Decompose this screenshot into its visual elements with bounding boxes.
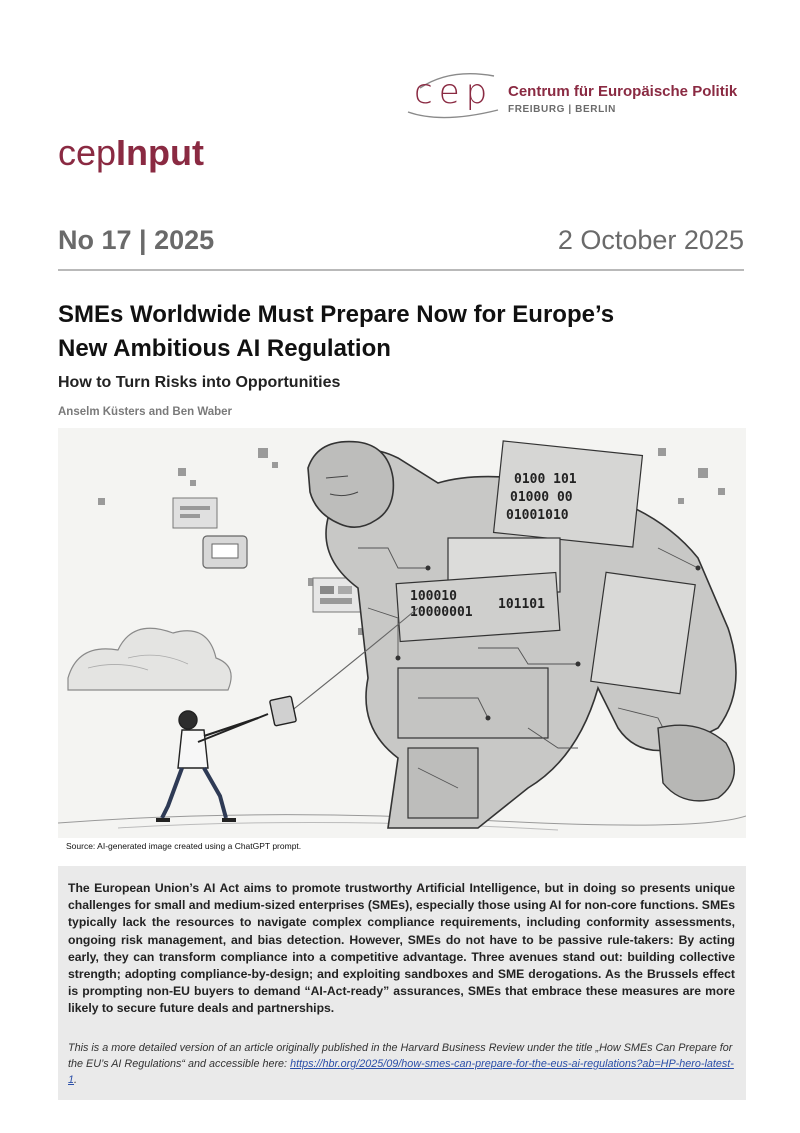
title-line-2: New Ambitious AI Regulation (58, 335, 391, 362)
article-title (58, 298, 748, 366)
hbr-article-link[interactable]: https://hbr.org/2025/09/how-smes-can-prepare-for-the-eus-ai-regulations?ab=HP-hero-latest-1 (68, 1058, 734, 1086)
binary-row-2: 01000 00 (510, 490, 573, 505)
cover-illustration (58, 428, 746, 838)
robot-giant-and-person-with-tablet-illustration (58, 428, 746, 838)
binary-row-6: 101101 (498, 597, 545, 612)
binary-row-4: 100010 (410, 589, 457, 604)
note-end: . (74, 1074, 78, 1086)
series-prefix: cep (58, 132, 117, 173)
cep-logo (402, 66, 747, 122)
org-cities: FREIBURG | BERLIN (508, 104, 616, 115)
header-divider (58, 269, 744, 271)
org-name: Centrum für Europäische Politik (508, 83, 738, 100)
binary-row-1: 0100 101 (514, 472, 577, 487)
binary-row-5: 10000001 (410, 605, 473, 620)
issue-number: No 17 | 2025 (58, 225, 215, 255)
title-line-1: SMEs Worldwide Must Prepare Now for Europe’s (58, 301, 615, 328)
abstract-box (58, 866, 746, 1100)
binary-row-3: 01001010 (506, 508, 569, 523)
publication-date: 2 October 2025 (557, 225, 744, 255)
abstract-text: The European Union’s AI Act aims to promote trustworthy Artificial Intelligence, but in doing so presents unique challenges for small and medium-sized enterprises (SMEs), especially those using AI for non-core functions. SMEs typically lack the resources to navigate complex compliance requirements, including conformity assessments, ongoing risk management, and bias detection. However, SMEs do not have to be passive rule-takers: By acting early, they can transform compliance into a competitive advantage. Three avenues stand out: building collective strength; adopting compliance-by-design; and exploiting sandboxes and SME derogations. As the Brussels effect is prompting non-EU buyers to demand “AI-Act-ready” assurances, SMEs that embrace these measures are more likely to secure future deals and partnerships. (68, 881, 735, 1016)
article-subtitle: How to Turn Risks into Opportunities (58, 374, 341, 391)
series-title (58, 132, 204, 174)
series-suffix: Input (116, 132, 205, 173)
article-note (68, 1040, 735, 1088)
note-text: This is a more detailed version of an article originally published in the Harvard Business Review under the title „How SMEs Can Prepare for the EU’s AI Regulations“ and accessible here: (68, 1042, 733, 1070)
illustration-source: Source: AI-generated image created using a ChatGPT prompt. (66, 841, 302, 851)
logo-word: cep (414, 72, 494, 112)
article-authors: Anselm Küsters and Ben Waber (58, 406, 233, 418)
